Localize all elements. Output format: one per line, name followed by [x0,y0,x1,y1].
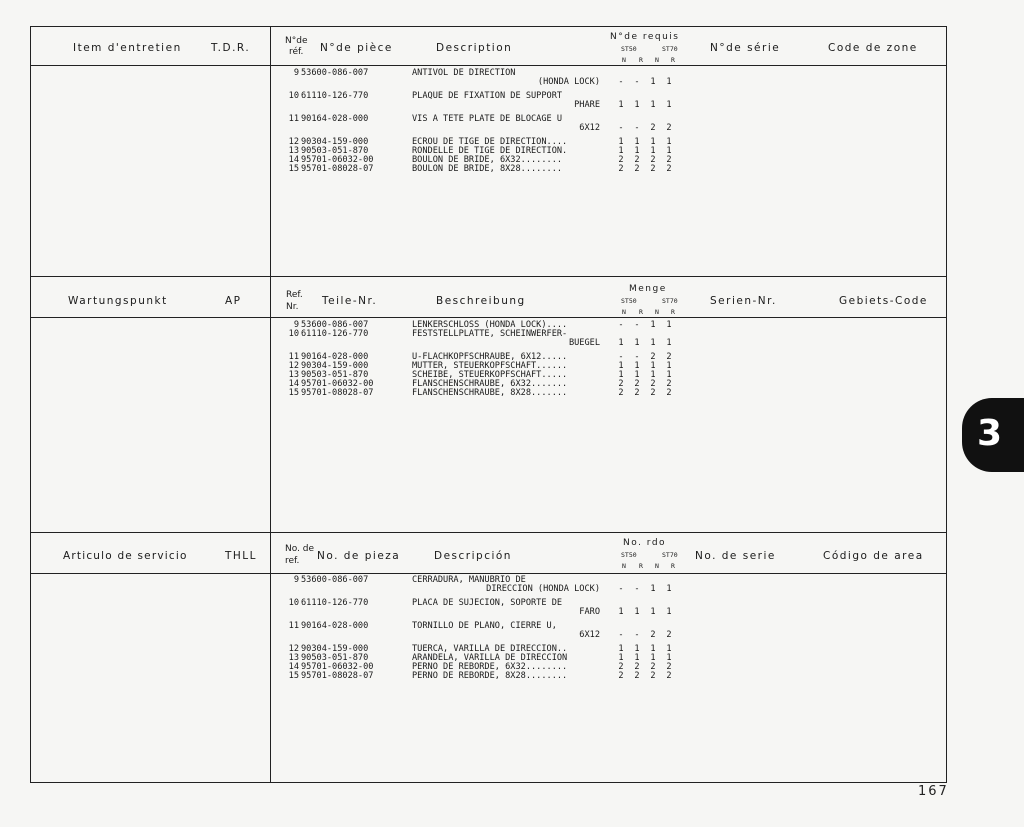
req-header: N°de requis [610,32,680,42]
description-line: BOULON DE BRIDE, 6X32........ [412,155,563,165]
variant-code-2: R [639,562,643,570]
quantity-value: 1 [618,100,624,110]
quantity-value: 1 [634,100,640,110]
parts-table-frame [30,26,947,783]
quantity-value: 2 [650,164,656,174]
description-line: ARANDELA, VARILLA DE DIRECCION [412,653,568,663]
desc-header: Description [436,42,513,54]
ref-number: 11 [288,114,299,124]
ref-number: 13 [288,653,299,663]
quantity-value: 2 [634,164,640,174]
quantity-value: - [634,77,640,87]
item-header: Wartungspunkt [68,295,168,307]
req-header: No. rdo [623,538,667,548]
quantity-value: 1 [634,644,640,654]
description-line: FESTSTELLPLATTE, SCHEINWERFER- [412,329,568,339]
description-line: BOULON DE BRIDE, 8X28........ [412,164,563,174]
model-code-1: ST50 [621,551,637,559]
description-line: 6X12 [579,123,600,133]
quantity-value: 1 [634,607,640,617]
ref-number: 15 [288,671,299,681]
quantity-value: 2 [634,379,640,389]
description-line: PHARE [574,100,600,110]
serial-header: N°de série [710,42,781,54]
quantity-value: 2 [666,662,672,672]
quantity-value: 1 [650,361,656,371]
description-line: MUTTER, STEUERKOPFSCHAFT...... [412,361,568,371]
description-line: LENKERSCHLOSS (HONDA LOCK).... [412,320,568,330]
ref-header-top: Ref. [286,290,303,300]
quantity-value: 1 [650,338,656,348]
quantity-value: 1 [650,653,656,663]
part-number: 90503-051-870 [301,146,369,156]
section-spanish [31,533,946,782]
description-line: ECROU DE TIGE DE DIRECTION.... [412,137,568,147]
quantity-value: 2 [618,164,624,174]
quantity-value: - [634,320,640,330]
quantity-value: - [618,352,624,362]
quantity-value: 1 [666,653,672,663]
part-number: 90304-159-000 [301,137,369,147]
variant-code-1: N [622,562,626,570]
model-code-1: ST50 [621,297,637,305]
variant-code-1: N [622,308,626,316]
quantity-value: 1 [618,361,624,371]
variant-code-2: R [639,56,643,64]
ref-number: 13 [288,370,299,380]
ref-header-bottom: ref. [285,556,300,566]
quantity-value: 1 [618,338,624,348]
ref-number: 14 [288,155,299,165]
quantity-value: - [618,320,624,330]
quantity-value: 1 [618,653,624,663]
quantity-value: 1 [650,320,656,330]
part-number: 90164-028-000 [301,621,369,631]
quantity-value: 1 [666,370,672,380]
quantity-value: 2 [618,671,624,681]
part-number: 61110-126-770 [301,329,369,339]
quantity-value: 1 [618,644,624,654]
description-line: PLACA DE SUJECION, SOPORTE DE [412,598,563,608]
ref-number: 10 [288,329,299,339]
quantity-value: 1 [618,607,624,617]
quantity-value: 2 [634,388,640,398]
part-number: 53600-086-007 [301,575,369,585]
quantity-value: 1 [650,146,656,156]
ref-number: 14 [288,379,299,389]
quantity-value: 2 [650,662,656,672]
part-header: Teile-Nr. [322,295,378,307]
part-header: N°de pièce [320,42,393,54]
description-line: VIS A TETE PLATE DE BLOCAGE U [412,114,563,124]
quantity-value: 2 [650,352,656,362]
quantity-value: - [618,123,624,133]
quantity-value: 2 [650,155,656,165]
part-number: 61110-126-770 [301,598,369,608]
serial-header: No. de serie [695,550,776,562]
variant-code-2: R [639,308,643,316]
quantity-value: 2 [634,662,640,672]
model-code-2: ST70 [662,297,678,305]
zone-header: Código de area [823,550,924,562]
quantity-value: 1 [650,370,656,380]
variant-code-4: R [671,56,675,64]
quantity-value: 2 [618,662,624,672]
description-line: FLANSCHENSCHRAUBE, 6X32....... [412,379,568,389]
ref-header-bottom: Nr. [286,302,299,312]
quantity-value: 1 [618,370,624,380]
quantity-value: 1 [634,370,640,380]
model-code-2: ST70 [662,45,678,53]
chapter-tab-number: 3 [977,413,1003,454]
variant-code-3: N [655,562,659,570]
part-number: 90304-159-000 [301,644,369,654]
model-code-1: ST50 [621,45,637,53]
model-code-2: ST70 [662,551,678,559]
quantity-value: 1 [666,607,672,617]
quantity-value: 2 [666,155,672,165]
page-number: 167 [918,784,949,799]
part-number: 95701-08028-07 [301,671,374,681]
quantity-value: 2 [666,123,672,133]
quantity-value: 2 [666,379,672,389]
zone-header: Code de zone [828,42,918,54]
description-line: BUEGEL [568,338,600,348]
quantity-value: 1 [666,320,672,330]
part-number: 61110-126-770 [301,91,369,101]
quantity-value: 1 [666,100,672,110]
quantity-value: 2 [666,630,672,640]
description-line: TUERCA, VARILLA DE DIRECCION.. [412,644,568,654]
quantity-value: 1 [634,653,640,663]
quantity-value: 1 [618,137,624,147]
part-number: 90164-028-000 [301,114,369,124]
description-line: CERRADURA, MANUBRIO DE [412,575,526,585]
quantity-value: 2 [666,352,672,362]
description-line: FARO [579,607,600,617]
ref-number: 14 [288,662,299,672]
variant-code-3: N [655,308,659,316]
quantity-value: - [618,630,624,640]
item-header: Item d'entretien [73,42,182,54]
quantity-value: 2 [650,671,656,681]
quantity-value: 2 [650,123,656,133]
description-line: PERNO DE REBORDE, 8X28........ [412,671,568,681]
part-number: 90503-051-870 [301,653,369,663]
ref-number: 15 [288,388,299,398]
ref-number: 15 [288,164,299,174]
tdr-header: AP [225,295,242,307]
quantity-value: 1 [666,338,672,348]
part-number: 95701-06032-00 [301,379,374,389]
serial-header: Serien-Nr. [710,295,777,307]
ref-header-top: No. de [285,544,315,554]
quantity-value: 1 [650,100,656,110]
quantity-value: 2 [634,671,640,681]
quantity-value: 2 [650,388,656,398]
quantity-value: - [634,584,640,594]
part-number: 53600-086-007 [301,68,369,78]
ref-number: 12 [288,137,299,147]
quantity-value: 2 [666,388,672,398]
quantity-value: 2 [618,155,624,165]
quantity-value: 1 [618,146,624,156]
part-header: No. de pieza [317,550,401,562]
ref-number: 12 [288,644,299,654]
quantity-value: 1 [650,137,656,147]
quantity-value: 1 [634,361,640,371]
quantity-value: 1 [634,137,640,147]
quantity-value: - [634,352,640,362]
tdr-header: THLL [225,550,258,562]
quantity-value: - [634,630,640,640]
quantity-value: 1 [650,644,656,654]
item-header: Articulo de servicio [63,550,188,562]
quantity-value: - [634,123,640,133]
part-number: 95701-06032-00 [301,662,374,672]
section-french [31,27,946,276]
description-line: (HONDA LOCK) [537,77,600,87]
quantity-value: 1 [666,146,672,156]
ref-number: 9 [293,68,299,78]
description-line: U-FLACHKOPFSCHRAUBE, 6X12..... [412,352,568,362]
zone-header: Gebiets-Code [839,295,928,307]
variant-code-4: R [671,308,675,316]
description-line: PLAQUE DE FIXATION DE SUPPORT [412,91,563,101]
ref-number: 9 [293,575,299,585]
quantity-value: 2 [634,155,640,165]
description-line: SCHEIBE, STEUERKOPFSCHAFT..... [412,370,568,380]
description-line: ANTIVOL DE DIRECTION [412,68,516,78]
header-row [31,27,946,66]
ref-header-bottom: réf. [289,47,304,57]
description-line: DIRECCION (HONDA LOCK) [486,584,600,594]
ref-number: 13 [288,146,299,156]
quantity-value: 2 [618,379,624,389]
quantity-value: 1 [634,338,640,348]
quantity-value: 1 [666,77,672,87]
part-number: 95701-06032-00 [301,155,374,165]
ref-number: 9 [293,320,299,330]
quantity-value: 1 [666,584,672,594]
variant-code-3: N [655,56,659,64]
part-number: 90164-028-000 [301,352,369,362]
variant-code-1: N [622,56,626,64]
quantity-value: 1 [666,644,672,654]
part-number: 90503-051-870 [301,370,369,380]
part-number: 90304-159-000 [301,361,369,371]
quantity-value: 2 [650,379,656,389]
quantity-value: - [618,77,624,87]
section-german [31,277,946,532]
part-number: 95701-08028-07 [301,388,374,398]
quantity-value: 1 [666,137,672,147]
desc-header: Beschreibung [436,295,526,307]
ref-number: 10 [288,598,299,608]
quantity-value: 2 [618,388,624,398]
req-header: Menge [629,284,667,294]
description-line: PERNO DE REBORDE, 6X32........ [412,662,568,672]
ref-number: 10 [288,91,299,101]
description-line: RONDELLE DE TIGE DE DIRECTION. [412,146,568,156]
description-line: FLANSCHENSCHRAUBE, 8X28....... [412,388,568,398]
quantity-value: 1 [634,146,640,156]
quantity-value: 1 [650,607,656,617]
chapter-tab [962,398,1024,472]
quantity-value: 2 [650,630,656,640]
quantity-value: 1 [650,584,656,594]
quantity-value: 2 [666,671,672,681]
description-line: 6X12 [579,630,600,640]
ref-number: 11 [288,352,299,362]
part-number: 53600-086-007 [301,320,369,330]
part-number: 95701-08028-07 [301,164,374,174]
quantity-value: - [618,584,624,594]
quantity-value: 1 [666,361,672,371]
ref-number: 11 [288,621,299,631]
variant-code-4: R [671,562,675,570]
description-line: TORNILLO DE PLANO, CIERRE U, [412,621,557,631]
header-row [31,533,946,574]
quantity-value: 2 [666,164,672,174]
ref-number: 12 [288,361,299,371]
header-row [31,277,946,318]
desc-header: Descripción [434,550,512,562]
quantity-value: 1 [650,77,656,87]
tdr-header: T.D.R. [211,42,251,54]
ref-header-top: N°de [285,36,308,46]
